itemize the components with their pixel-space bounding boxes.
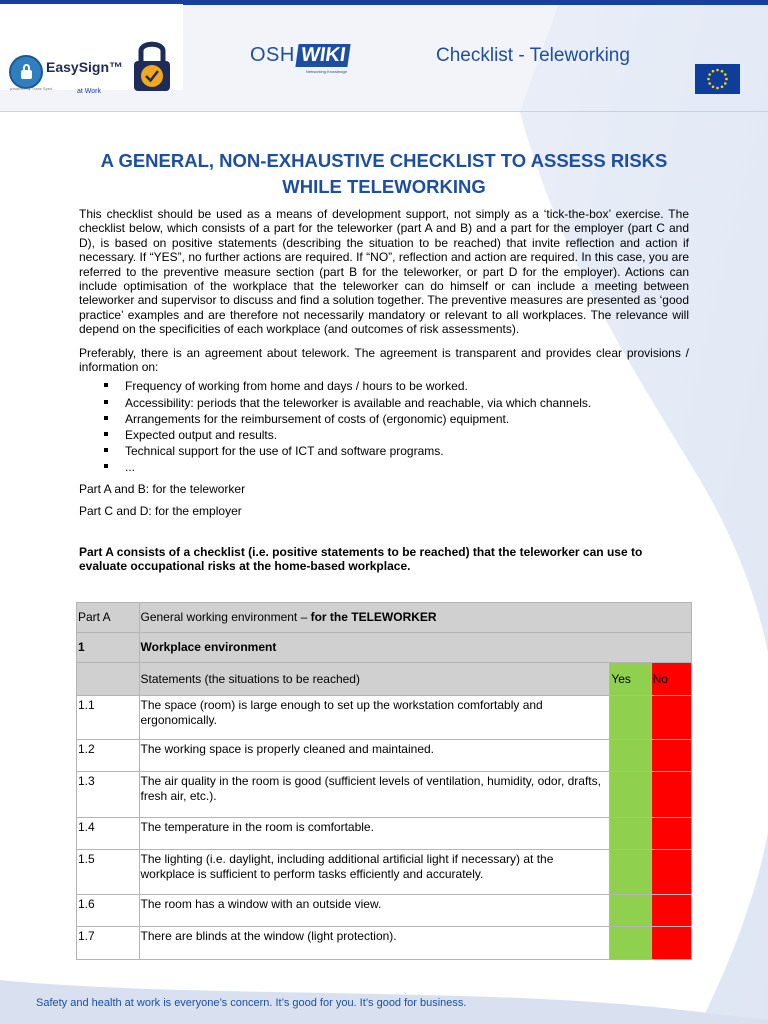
table-row	[77, 850, 692, 895]
no-cell[interactable]	[651, 772, 691, 818]
row-number: 1.5	[77, 850, 140, 895]
table-header-row	[77, 603, 692, 633]
list-item: ...	[125, 459, 689, 475]
checklist-table	[76, 602, 692, 960]
statements-header-row	[77, 663, 692, 696]
no-header: No	[651, 663, 691, 696]
no-cell[interactable]	[651, 895, 691, 927]
part-description	[139, 603, 692, 633]
row-statement: The space (room) is large enough to set up the workstation comfortably and ergonomically.	[139, 696, 610, 740]
yes-cell[interactable]	[610, 927, 651, 960]
agreement-paragraph: Preferably, there is an agreement about telework. The agreement is transparent and provides clear provisions / information on:	[79, 345, 689, 375]
yes-cell[interactable]	[610, 850, 651, 895]
no-cell[interactable]	[651, 927, 691, 960]
yes-cell[interactable]	[610, 895, 651, 927]
row-statement: The temperature in the room is comfortable.	[139, 818, 610, 850]
row-statement: There are blinds at the window (light protection).	[139, 927, 610, 960]
row-statement: The air quality in the room is good (sufficient levels of ventilation, humidity, odor, drafts, fresh air, etc.).	[139, 772, 610, 818]
section-number: 1	[77, 633, 140, 663]
list-item: Expected output and results.	[125, 427, 689, 443]
yes-cell[interactable]	[610, 740, 651, 772]
oshwiki-osh: OSH	[250, 44, 295, 66]
document-title: Checklist - Teleworking	[436, 45, 630, 66]
section-row	[77, 633, 692, 663]
easysign-logo	[0, 4, 183, 90]
table-row	[77, 895, 692, 927]
yes-cell[interactable]	[610, 696, 651, 740]
table-row	[77, 740, 692, 772]
parts-info	[79, 482, 689, 518]
list-item: Arrangements for the reimbursement of costs of (ergonomic) equipment.	[125, 411, 689, 427]
row-statement: The room has a window with an outside view.	[139, 895, 610, 927]
row-number: 1.1	[77, 696, 140, 740]
table-row	[77, 818, 692, 850]
yes-cell[interactable]	[610, 772, 651, 818]
easysign-lock-icon	[9, 55, 43, 89]
agreement-list	[79, 378, 689, 475]
easysign-name: EasySign™	[46, 59, 124, 75]
page-title: A GENERAL, NON-EXHAUSTIVE CHECKLIST TO ASSESS RISKS WHILE TELEWORKING	[100, 150, 668, 197]
part-description-bold: for the TELEWORKER	[310, 610, 437, 625]
footer-slogan: Safety and health at work is everyone’s concern. It’s good for you. It’s good for business.	[36, 997, 467, 1009]
row-number: 1.4	[77, 818, 140, 850]
list-item: Technical support for the use of ICT and software programs.	[125, 443, 689, 459]
padlock-check-icon	[132, 37, 172, 93]
part-cd-note: Part C and D: for the employer	[79, 503, 242, 518]
list-item: Frequency of working from home and days / hours to be worked.	[125, 378, 689, 394]
row-number: 1.7	[77, 927, 140, 960]
row-statement: The working space is properly cleaned and maintained.	[139, 740, 610, 772]
row-number: 1.3	[77, 772, 140, 818]
oshwiki-tagline: Networking Knowledge	[306, 69, 347, 74]
part-ab-note: Part A and B: for the teleworker	[79, 481, 246, 496]
statements-header: Statements (the situations to be reached)	[139, 663, 610, 696]
no-cell[interactable]	[651, 696, 691, 740]
main-content	[79, 148, 689, 573]
row-statement: The lighting (i.e. daylight, including additional artificial light if necessary) at the workplace is sufficient to perform tasks efficiently and accurately.	[139, 850, 610, 895]
part-a-intro: Part A consists of a checklist (i.e. positive statements to be reached) that the teleworker can use to evaluate occupational risks at the home-based workplace.	[79, 544, 643, 573]
osha-fragment: at Work	[77, 88, 101, 95]
list-item: Accessibility: periods that the teleworker is available and reachable, via which channels.	[125, 395, 689, 411]
row-number: 1.6	[77, 895, 140, 927]
intro-paragraph: This checklist should be used as a means of development support, not simply as a ‘tick-the-box’ exercise. The checklist below, which consists of a part for the teleworker (part A and B) and a part for the employer (part C and D), is based on positive statements (describing the situation to be reached) that invite reflection and action if necessary. If “YES”, no further actions are required. If “NO”, reflection and action are required. In this case, you are referred to the preventive measure section (part B for the teleworker, or part D for the employer). Actions can include optimisation of the workplace that the teleworker can do himself or can include a meeting between teleworker and supervisor to discuss and find a solution together. The preventive measures are presented as ‘good practice’ examples and are therefore not necessarily mandatory or relevant to all workplaces. The relevance will depend on the specificities of each workplace (and outcomes of risk assessments).	[79, 207, 689, 337]
oshwiki-logo	[250, 44, 349, 74]
easysign-subtitle: powered by Trans Sped	[10, 86, 53, 91]
part-label: Part A	[77, 603, 140, 633]
header-divider	[0, 111, 768, 112]
table-row	[77, 772, 692, 818]
section-title: Workplace environment	[139, 633, 692, 663]
oshwiki-wiki: WIKI	[295, 44, 351, 67]
part-description-text: General working environment –	[140, 610, 311, 625]
yes-header: Yes	[610, 663, 651, 696]
eu-flag-icon	[695, 64, 740, 94]
row-number: 1.2	[77, 740, 140, 772]
no-cell[interactable]	[651, 818, 691, 850]
table-row	[77, 696, 692, 740]
table-row	[77, 927, 692, 960]
yes-cell[interactable]	[610, 818, 651, 850]
no-cell[interactable]	[651, 740, 691, 772]
no-cell[interactable]	[651, 850, 691, 895]
